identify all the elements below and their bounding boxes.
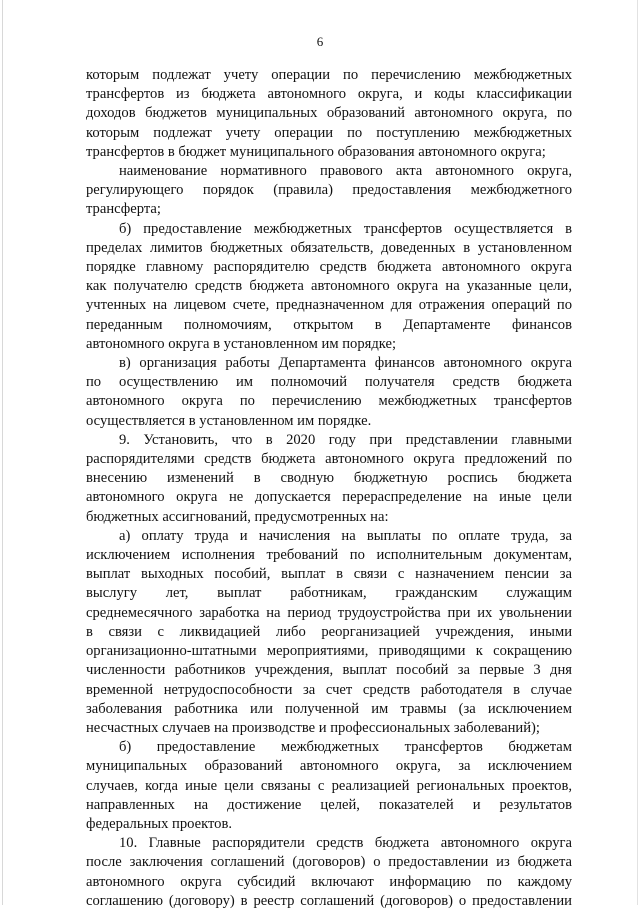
- text-line: б) предоставление межбюджетных трансфертов бюджетам: [119, 739, 572, 756]
- scan-edge-right: [637, 0, 638, 905]
- text-line: переданным полномочиям, открытом в Департаменте финансов: [86, 316, 572, 333]
- text-line: трансфертов из бюджета автономного округа, и коды классификации: [86, 86, 572, 103]
- text-line: пределах лимитов бюджетных обязательств, доведенных в установленном: [86, 239, 572, 256]
- paragraph: [86, 66, 572, 162]
- paragraph: [86, 738, 572, 834]
- text-line: 10. Главные распорядители средств бюджета автономного округа: [119, 835, 572, 852]
- paragraph: [86, 834, 572, 911]
- text-line: распорядителями средств бюджета автономного округа предложений по: [86, 451, 572, 468]
- text-line: в связи с ликвидацией либо реорганизацией учреждения, иными: [86, 623, 572, 640]
- text-line: в) организация работы Департамента финансов автономного округа: [119, 355, 572, 372]
- text-line: среднемесячного заработка на период трудоустройства при их увольнении: [86, 604, 572, 621]
- text-line: трансферта;: [86, 201, 161, 218]
- page-number: 6: [316, 34, 324, 49]
- paragraph: [86, 431, 572, 527]
- text-line: порядке главному распорядителю средств бюджета автономного округа: [86, 259, 572, 276]
- text-line: временной нетрудоспособности за счет средств работодателя в случае: [86, 681, 572, 698]
- text-line: внесению изменений в сводную бюджетную роспись бюджета: [86, 470, 572, 487]
- text-line: соглашению (договору) в реестр соглашений (договоров) о предоставлении: [86, 892, 572, 909]
- text-line: автономного округа по перечислению межбюджетных трансфертов: [86, 393, 572, 410]
- paragraph: [86, 527, 572, 738]
- text-line: исключением исполнения требований по исполнительным документам,: [86, 547, 572, 564]
- text-line: заболевания работника или полученной им травмы (за исключением: [86, 700, 572, 717]
- text-line: по осуществлению им полномочий получателя средств бюджета: [86, 374, 572, 391]
- text-line: автономного округа в установленном им порядке;: [86, 335, 397, 352]
- text-line: случаев, когда иные цели связаны с реализацией региональных проектов,: [86, 777, 572, 794]
- text-line: которым подлежат учету операции по поступлению межбюджетных: [86, 124, 572, 141]
- text-line: численности работников учреждения, выплат пособий за первые 3 дня: [86, 662, 572, 679]
- text-line: несчастных случаев на производстве и профессиональных заболеваний);: [86, 719, 540, 736]
- scan-edge-left: [2, 0, 3, 905]
- paragraph: [86, 220, 572, 354]
- text-line: осуществляется в установленном им порядке.: [86, 412, 372, 429]
- text-line: как получателю средств бюджета автономного округа на указанные цели,: [86, 278, 572, 295]
- text-line: автономного округа не допускается перераспределение на иные цели: [86, 489, 572, 506]
- text-line: бюджетных ассигнований, предусмотренных на:: [86, 508, 389, 525]
- text-line: выплат выходных пособий, выплат в связи с назначением пенсии за: [86, 566, 572, 583]
- text-line: автономного округа субсидий включают информацию по каждому: [86, 873, 572, 890]
- text-line: направленных на достижение целей, показателей и результатов: [86, 796, 572, 813]
- text-line: организационно-штатными мероприятиями, приводящими к сокращению: [86, 643, 572, 660]
- text-line: учтенных на лицевом счете, предназначенном для отражения операций по: [86, 297, 572, 314]
- text-line: которым подлежат учету операции по перечислению межбюджетных: [86, 67, 572, 83]
- text-line: наименование нормативного правового акта автономного округа,: [119, 163, 572, 180]
- document-body: [86, 66, 572, 911]
- text-line: после заключения соглашений (договоров) о предоставлении из бюджета: [86, 854, 572, 871]
- text-line: муниципальных образований автономного округа, за исключением: [86, 758, 572, 775]
- text-line: 9. Установить, что в 2020 году при представлении главными: [119, 431, 572, 448]
- text-line: выслугу лет, выплат работникам, гражданским служащим: [86, 585, 572, 602]
- paragraph: [86, 354, 572, 431]
- paragraph: [86, 162, 572, 220]
- text-line: регулирующего порядок (правила) предоставления межбюджетного: [86, 182, 572, 199]
- text-line: трансфертов в бюджет муниципального образования автономного округа;: [86, 143, 546, 160]
- text-line: а) оплату труда и начисления на выплаты по оплате труда, за: [119, 527, 572, 544]
- text-line: б) предоставление межбюджетных трансфертов осуществляется в: [119, 220, 572, 237]
- text-line: доходов бюджетов муниципальных образований автономного округа, по: [86, 105, 572, 122]
- text-line: федеральных проектов.: [86, 815, 233, 832]
